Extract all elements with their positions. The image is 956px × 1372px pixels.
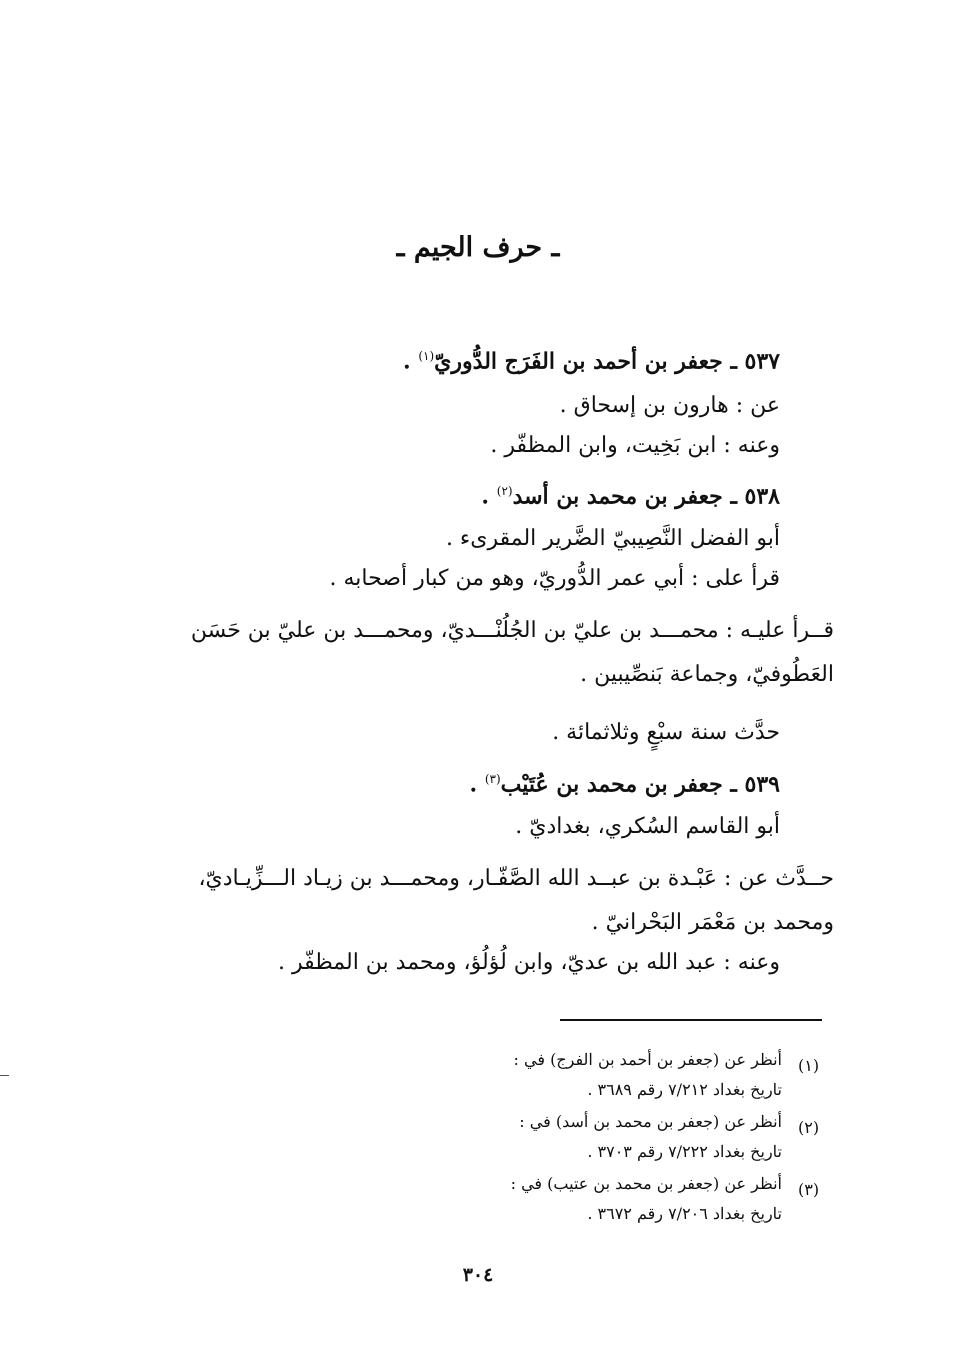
- entry-539-line-4: وعنه : عبد الله بن عديّ، وابن لُؤلُؤ، ومحمد بن المظفّر .: [277, 950, 780, 975]
- entry-heading-538: ٥٣٨ ـ جعفر بن محمد بن أسد$^{(٢)}$ .: [481, 483, 780, 510]
- entry-538-line-2: قرأ على : أبي عمر الدُّوريّ، وهو من كبار أصحابه .: [329, 566, 780, 591]
- footnote-1-line-1: أنظر عن (جعفر بن أحمد بن الفرج) في :: [513, 1050, 782, 1069]
- entry-heading-539-text: ٥٣٩ ـ جعفر بن محمد بن عُتَيْب: [500, 771, 780, 798]
- footnote-2-line-1: أنظر عن (جعفر بن محمد بن أسد) في :: [519, 1112, 782, 1131]
- footnote-3-line-2: تاريخ بغداد ٧/٢٠٦ رقم ٣٦٧٢ .: [587, 1204, 782, 1223]
- footnote-3-line-1: أنظر عن (جعفر بن محمد بن عتيب) في :: [510, 1174, 782, 1193]
- entry-539-line-3: ومحمد بن مَعْمَر البَحْرانيّ .: [591, 910, 834, 935]
- entry-heading-537-text: ٥٣٧ ـ جعفر بن أحمد بن الفَرَج الدُّوريّ: [434, 348, 780, 375]
- page-number: ٣٠٤: [462, 1264, 494, 1286]
- entry-538-line-5: حدَّث سنة سبْعٍ وثلاثمائة .: [552, 720, 780, 745]
- entry-537-line-1: عن : هارون بن إسحاق .: [559, 393, 780, 418]
- entry-537-line-2: وعنه : ابن بَخِيت، وابن المظفّر .: [490, 433, 780, 458]
- entry-538-line-4: العَطُوفيّ، وجماعة بَنصِّيبين .: [580, 662, 834, 687]
- footnote-ref-2: (٢): [496, 484, 513, 498]
- chapter-title: ـ حرف الجيم ـ: [396, 232, 560, 263]
- entry-heading-539: ٥٣٩ ـ جعفر بن محمد بن عُتَيْب$^{(٣)}$ .: [469, 771, 780, 798]
- footnote-2-line-2: تاريخ بغداد ٧/٢٢٢ رقم ٣٧٠٣ .: [587, 1142, 782, 1161]
- footnote-separator: [560, 1019, 822, 1021]
- footnote-1-number: (١): [798, 1056, 820, 1075]
- entry-heading-538-text: ٥٣٨ ـ جعفر بن محمد بن أسد: [512, 483, 780, 510]
- scan-edge-mark: [0, 1075, 9, 1076]
- footnote-ref-3: (٣): [484, 772, 501, 786]
- entry-539-line-1: أبو القاسم السُكري، بغداديّ .: [515, 814, 780, 839]
- footnote-2-number: (٢): [798, 1118, 820, 1137]
- entry-538-line-3: قــرأ عليـه : محمـــد بن عليّ بن الجُلُنْـــديّ، ومحمـــد بن عليّ بن حَسَن: [190, 618, 834, 643]
- footnote-3-number: (٣): [798, 1180, 820, 1199]
- entry-538-line-1: أبو الفضل النَّصِيبيّ الضَّرير المقرىء .: [445, 526, 780, 551]
- footnote-1-line-2: تاريخ بغداد ٧/٢١٢ رقم ٣٦٨٩ .: [587, 1080, 782, 1099]
- entry-539-line-2: حــدَّث عن : عَبْـدة بن عبــد الله الصَّفّـار، ومحمـــد بن زيـاد الـــزِّيـاديّ،: [198, 866, 834, 891]
- entry-heading-537: ٥٣٧ ـ جعفر بن أحمد بن الفَرَج الدُّوريّ$^{(١)}$ .: [403, 348, 780, 375]
- footnote-ref-1: (١): [418, 349, 435, 363]
